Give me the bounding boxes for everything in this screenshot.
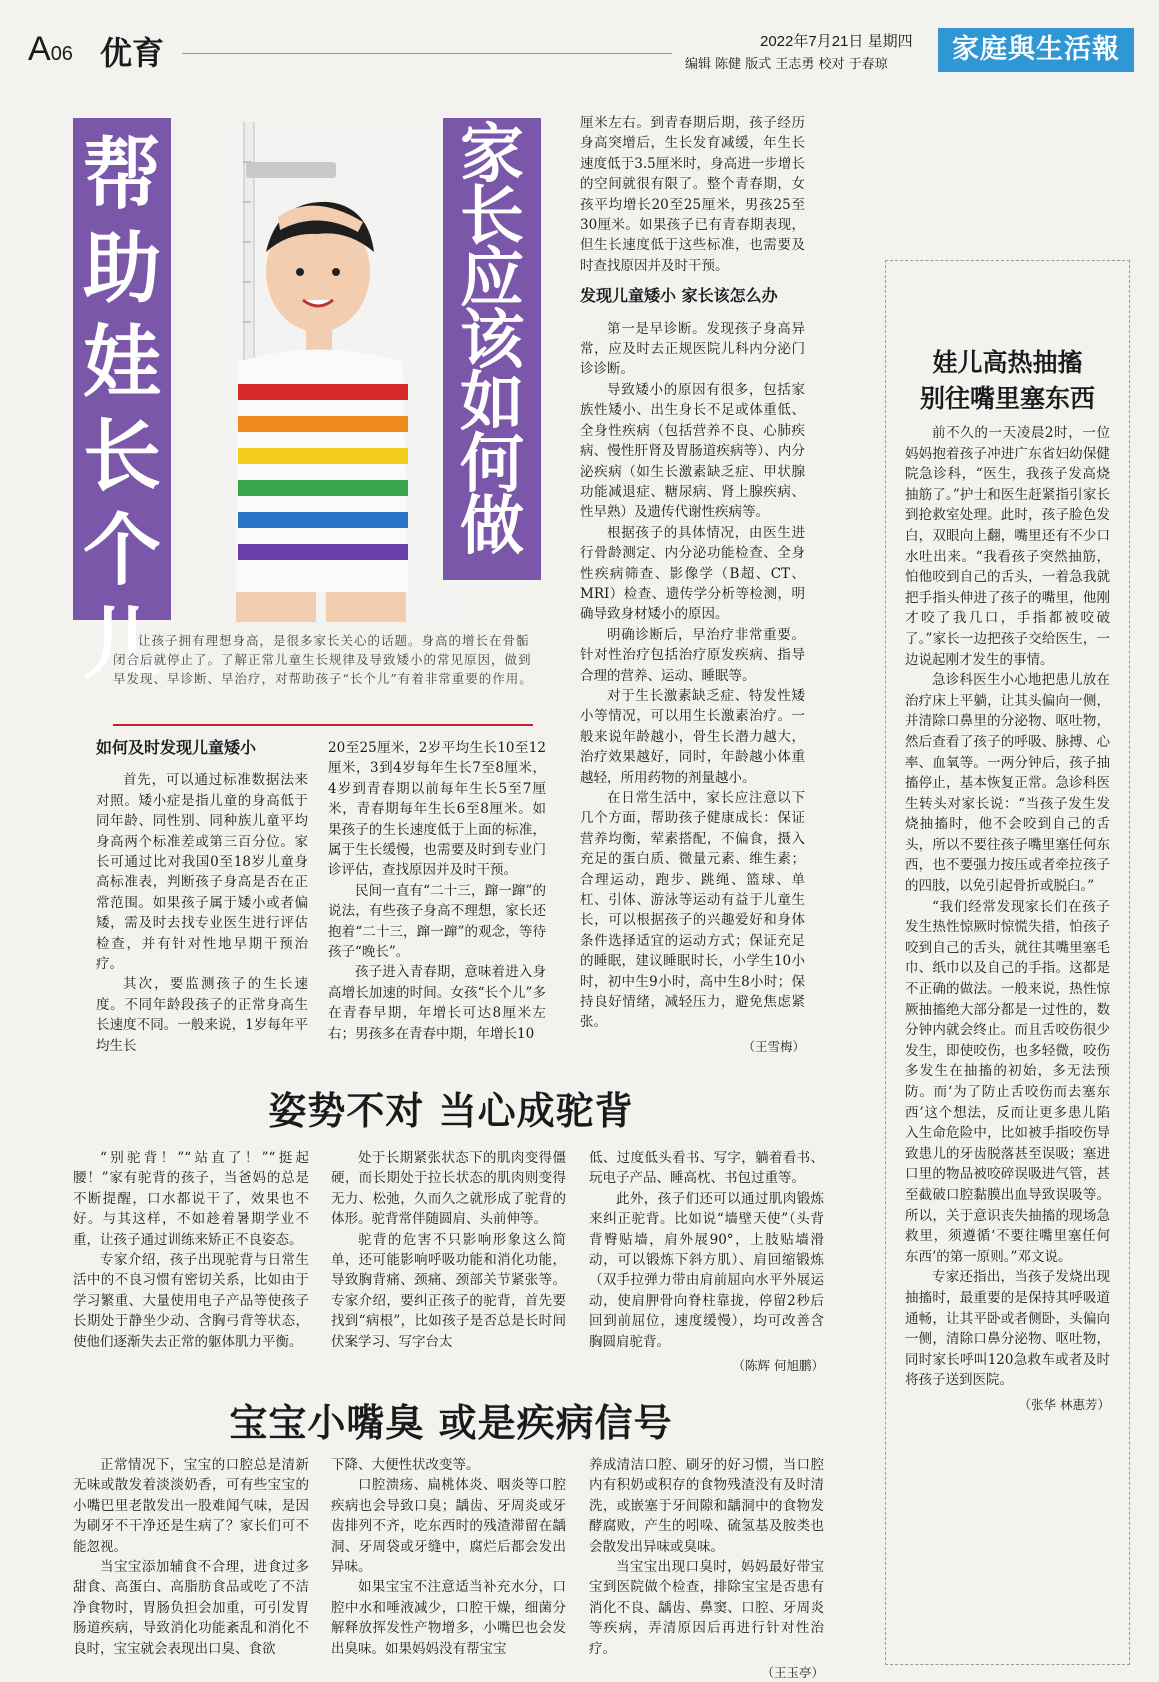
hunchback-column-3	[589, 1148, 824, 1376]
author-byline: （张华 林惠芳）	[1018, 1396, 1110, 1412]
headline-char: 该	[460, 303, 524, 378]
seizure-headline: 娃儿高热抽搐 别往嘴里塞东西	[919, 348, 1095, 413]
subheading: 发现儿童矮小 家长该怎么办	[580, 286, 778, 306]
page-number: A06	[28, 30, 73, 68]
hunchback-column-2	[331, 1148, 566, 1352]
paragraph: 此外，孩子们还可以通过肌肉锻炼来纠正驼背。比如说“墙壁天使”（头背背臀贴墙，肩外展90°，上肢贴墙滑动，可以锻炼下斜方肌）、肩回缩锻炼（双手拉弹力带由肩前屈向水平外展运动，使肩胛骨向脊柱靠拢，停留2秒后回到前屈位，速度缓慢），均可改善含胸圆肩驼背。	[589, 1190, 824, 1350]
hunchback-column-1	[73, 1148, 309, 1352]
paragraph: 20至25厘米，2岁平均生长10至12厘米，3到4岁每年生长7至8厘米，4岁到青春期以前每年生长5至7厘米，青春期每年生长6至8厘米。如果孩子的生长速度低于上面的标准，属于生长缓慢，也需要及时到专业门诊评估，查找原因并及时干预。	[328, 740, 546, 879]
section-title: 优育	[100, 34, 165, 72]
hunchback-headline: 姿势不对 当心成驼背	[268, 1088, 634, 1133]
paragraph: 明确诊断后，早治疗非常重要。针对性治疗包括治疗原发疾病、指导合理的营养、运动、睡眠等。	[580, 626, 805, 684]
halitosis-column-2	[331, 1455, 566, 1659]
headline-char: 助	[82, 223, 161, 314]
main-lead-paragraph: 让孩子拥有理想身高，是很多家长关心的话题。身高的增长在骨骺闭合后就停止了。了解正常儿童生长规律及导致矮小的常见原因，做到早发现、早诊断、早治疗，对帮助孩子“长个儿”有着非常重要的作用。	[113, 633, 533, 686]
paragraph: 驼背的危害不只影响形象这么简单，还可能影响呼吸功能和消化功能，导致胸背痛、颈痛、颈部关节紧张等。专家介绍，要纠正孩子的驼背，首先要找到“病根”，比如孩子是否总是长时间伏案学习、写字台太	[331, 1231, 566, 1350]
paragraph: 孩子进入青春期，意味着进入身高增长加速的时间。女孩“长个儿”多在青春早期，年增长可达8厘米左右；男孩多在青春中期，年增长10	[328, 964, 546, 1042]
headline-char: 长	[82, 411, 161, 502]
halitosis-column-3	[589, 1455, 824, 1682]
headline-char: 帮	[82, 129, 161, 220]
main-headline-left	[73, 118, 171, 690]
paragraph: “我们经常发现家长们在孩子发生热性惊厥时惊慌失措，怕孩子咬到自己的舌头，就往其嘴里塞毛巾、纸巾以及自己的手指。这都是不正确的做法。一般来说，热性惊厥抽搐绝大部分都是一过性的，数分钟内就会终止。而且舌咬伤很少发生，即使咬伤，也多轻微，咬伤多发生在抽搐的初始，多无法预防。而‘为了防止舌咬伤而去塞东西’这个想法，反而让更多患儿陷入生命危险中，比如被手指咬伤导致患儿的牙齿脱落甚至误吸；塞进口里的物品被咬碎误吸进气管，甚至截破口腔黏膜出血导致误吸等。所以，关于意识丧失抽搐的现场急救里，须遵循‘不要往嘴里塞任何东西’的第一原则。”邓文说。	[905, 898, 1110, 1265]
paragraph: 下降、大便性状改变等。	[331, 1457, 480, 1473]
paragraph: 专家还指出，当孩子发烧出现抽搐时，最重要的是保持其呼吸道通畅，让其平卧或者侧卧，头偏向一侧，清除口鼻分泌物、呕吐物，同时家长呼叫120急救车或者及时将孩子送到医院。	[905, 1269, 1110, 1389]
paragraph: 前不久的一天凌晨2时，一位妈妈抱着孩子冲进广东省妇幼保健院急诊科，“医生，我孩子发高烧抽筋了。”护士和医生赶紧指引家长到抢救室处理。此时，孩子脸色发白，双眼向上翻，嘴里还有不少口水吐出来。“我看孩子突然抽筋，怕他咬到自己的舌头，一着急我就把手指头伸进了孩子的嘴里，他刚才咬了我几口，手指都被咬破了。”家长一边把孩子交给医生，一边说起刚才发生的事情。	[905, 425, 1110, 668]
paragraph: 厘米左右。到青春期后期，孩子经历身高突增后，生长发育减缓，年生长速度低于3.5厘米时，身高进一步增长的空间就很有限了。整个青春期，女孩平均增长20至25厘米，男孩25至30厘米。如果孩子已有青春期表现，但生长速度低于这些标准，也需要及时查找原因并及时干预。	[580, 115, 805, 274]
paragraph: 导致矮小的原因有很多，包括家族性矮小、出生身长不足或体重低、全身性疾病（包括营养不良、心肺疾病、慢性肝肾及胃肠道疾病等）、内分泌疾病（如生长激素缺乏症、甲状腺功能减退症、糖尿病、肾上腺疾病、性早熟）及遗传代谢性疾病等。	[580, 381, 805, 521]
paragraph: 养成清洁口腔、刷牙的好习惯，当口腔内有积奶或积存的食物残渣没有及时清洗，或嵌塞于牙间隙和龋洞中的食物发酵腐败，产生的吲哚、硫氢基及胺类也会散发出异味或臭味。	[589, 1457, 824, 1555]
child-height-photo	[218, 122, 474, 622]
paragraph: 根据孩子的具体情况，由医生进行骨龄测定、内分泌功能检查、全身性疾病筛查、影像学（B超、CT、MRI）检查、遗传学分析等检测，明确导致身材矮小的原因。	[580, 524, 805, 623]
paragraph: 在日常生活中，家长应注意以下几个方面，帮助孩子健康成长：保证营养均衡，荤素搭配，不偏食，摄入充足的蛋白质、微量元素、维生素；合理运动，跑步、跳绳、篮球、单杠、引体、游泳等运动有益于儿童生长，可以根据孩子的兴趣爱好和身体条件选择适宜的运动方式；保证充足的睡眠，建议睡眠时长，小学生10小时，初中生9小时，高中生8小时；保持良好情绪，减轻压力，避免焦虑紧张。	[580, 790, 805, 1031]
halitosis-column-1	[73, 1455, 309, 1659]
paragraph: 当宝宝添加辅食不合理，进食过多甜食、高蛋白、高脂肪食品或吃了不洁净食物时，胃肠负担会加重，可引发胃肠道疾病，导致消化功能紊乱和消化不良时，宝宝就会表现出口臭、食欲	[73, 1559, 309, 1657]
main-article-column-2	[328, 738, 546, 1044]
subheading: 如何及时发现儿童矮小	[96, 738, 257, 757]
paragraph: “别驼背！”“站直了！”“挺起腰！”家有驼背的孩子，当爸妈的总是不断提醒，口水都说干了，效果也不好。与其这样，不如趁着暑期学业不重，让孩子通过训练来矫正不良姿态。	[73, 1150, 309, 1248]
halitosis-headline: 宝宝小嘴臭 或是疾病信号	[229, 1400, 673, 1445]
paragraph: 其次，要监测孩子的生长速度。不同年龄段孩子的正常身高生长速度不同。一般来说，1岁每年平均生长	[96, 976, 308, 1054]
headline-char: 个	[82, 505, 161, 596]
headline-char: 家	[460, 117, 524, 192]
main-headline-right	[443, 118, 541, 580]
author-byline: （陈辉 何旭鹏）	[732, 1358, 824, 1374]
seizure-article-body	[905, 423, 1110, 1416]
paragraph: 对于生长激素缺乏症、特发性矮小等情况，可以用生长激素治疗。一般来说年龄越小，骨生长潜力越大，治疗效果越好，同时，年龄越小体重越轻，所用药物的剂量越小。	[580, 687, 805, 786]
paragraph: 处于长期紧张状态下的肌肉变得僵硬，而长期处于拉长状态的肌肉则变得无力、松弛，久而久之就形成了驼背的体形。驼背常伴随圆肩、头前伸等。	[331, 1150, 566, 1228]
author-byline: （王玉亭）	[761, 1665, 824, 1681]
headline-char: 做	[460, 489, 524, 564]
paragraph: 口腔溃疡、扁桃体炎、咽炎等口腔疾病也会导致口臭；龋齿、牙周炎或牙齿排列不齐，吃东西时的残渣滞留在龋洞、牙周袋或牙缝中，腐烂后都会发出异味。	[331, 1477, 566, 1576]
headline-char: 长	[460, 179, 524, 254]
paragraph: 第一是早诊断。发现孩子身高异常，应及时去正规医院儿科内分泌门诊诊断。	[580, 320, 805, 378]
header-divider	[182, 53, 672, 54]
main-article-column-3	[580, 113, 805, 1057]
paragraph: 首先，可以通过标准数据法来对照。矮小症是指儿童的身高低于同年龄、同性别、同种族儿童平均身高两个标准差或第三百分位。家长可通过比对我国0至18岁儿童身高标准表，判断孩子身高是否在正常范围。如果孩子属于矮小或者偏矮，需及时去找专业医生进行评估检查，并有针对性地早期干预治疗。	[96, 772, 308, 973]
author-byline: （王雪梅）	[742, 1038, 805, 1054]
issue-date: 2022年7月21日 星期四	[760, 33, 913, 50]
paragraph: 当宝宝出现口臭时，妈妈最好带宝宝到医院做个检查，排除宝宝是否患有消化不良、龋齿、鼻窦、口腔、牙周炎等疾病，弄清原因后再进行针对性治疗。	[589, 1559, 824, 1657]
paragraph: 民间一直有“二十三，蹿一蹿”的说法，有些孩子身高不理想，家长还抱着“二十三，蹿一蹿”的观念，等待孩子“晚长”。	[328, 882, 546, 961]
headline-char: 何	[460, 427, 524, 502]
paragraph: 如果宝宝不注意适当补充水分，口腔中水和唾液减少，口腔干燥，细菌分解释放挥发性产物增多，小嘴巴也会发出臭味。如果妈妈没有帮宝宝	[331, 1579, 566, 1657]
staff-credits: 编辑 陈健 版式 王志勇 校对 于春琼	[685, 57, 888, 72]
paragraph: 低、过度低头看书、写字，躺着看书、玩电子产品、睡高枕、书包过重等。	[589, 1150, 824, 1187]
paragraph: 急诊科医生小心地把患儿放在治疗床上平躺，让其头偏向一侧，并清除口鼻里的分泌物、呕吐物，然后查看了孩子的呼吸、脉搏、心率、血氧等。一两分钟后，孩子抽搐停止，基本恢复正常。急诊科医生转头对家长说：“当孩子发生发烧抽搐时，他不会咬到自己的舌头，所以不要往孩子嘴里塞任何东西，也不要强力按压或者牵拉孩子的四肢，以免引起骨折或脱臼。”	[905, 672, 1110, 895]
newspaper-masthead: 家庭與生活報	[938, 28, 1134, 72]
main-article-column-1	[96, 728, 308, 1056]
paragraph: 专家介绍，孩子出现驼背与日常生活中的不良习惯有密切关系，比如由于学习繁重、大量使用电子产品等使孩子长期处于静坐少动、含胸弓背等状态，使他们逐渐失去正常的躯体肌力平衡。	[73, 1252, 309, 1350]
paragraph: 正常情况下，宝宝的口腔总是清新无味或散发着淡淡奶香，可有些宝宝的小嘴巴里老散发出一股难闻气味，是因为刷牙不干净还是生病了？家长们可不能忽视。	[73, 1457, 309, 1555]
headline-char: 娃	[82, 317, 161, 408]
headline-char: 儿	[82, 599, 161, 690]
lead-divider	[113, 724, 533, 726]
headline-char: 如	[460, 365, 524, 440]
headline-char: 应	[460, 241, 524, 316]
